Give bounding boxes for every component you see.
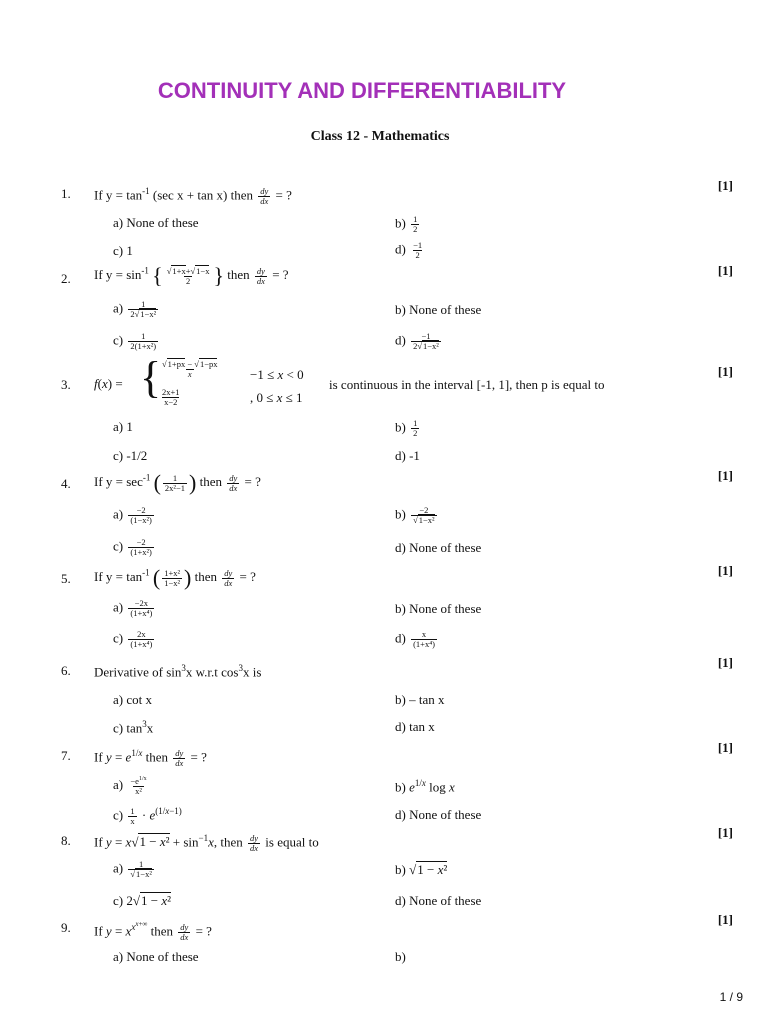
option-c: c) $\frac{1}{x}$ · $e^{(1/x-1)}$ bbox=[113, 805, 182, 826]
option-b: b) – tan x bbox=[395, 692, 445, 707]
option-b: b) $e^{1/x}$ log x bbox=[395, 778, 455, 795]
option-c: c) $\frac{1}{\text{2(1+x²)}}$ bbox=[113, 331, 157, 351]
page-title: CONTINUITY AND DIFFERENTIABILITY bbox=[157, 78, 567, 103]
option-d: d) $\frac{-1}{2}$ bbox=[395, 240, 423, 260]
option-a: a) $\frac{1}{\text{√1−x²}}$ bbox=[113, 859, 152, 879]
option-a: a) $\frac{1}{\text{2√1−x²}}$ bbox=[113, 299, 157, 319]
page-indicator: 1 / 9 bbox=[719, 990, 743, 1004]
marks-label: [1] bbox=[717, 563, 733, 578]
option-d: d) None of these bbox=[395, 540, 482, 555]
question-number: 9. bbox=[61, 920, 71, 935]
marks-label: [1] bbox=[717, 468, 733, 483]
question-number: 2. bbox=[61, 271, 71, 286]
option-b: b) $\frac{1}{2}$ bbox=[395, 214, 418, 234]
marks-label: [1] bbox=[717, 825, 733, 840]
question-stem: If $y = \tan^{-1}$ ( $\frac{\text{1+x²}}{\text{1−x²}}$ ) then $\frac{dy}{dx}$ = ? bbox=[94, 565, 256, 590]
option-b: b) None of these bbox=[395, 601, 482, 616]
question-stem: If $y = \sin^{-1}$ { $\frac{√1+x+√1-x}{2}$ } then $\frac{dy}{dx}$ = ? bbox=[94, 263, 289, 288]
option-c: c) -1/2 bbox=[113, 448, 148, 463]
marks-label: [1] bbox=[717, 740, 733, 755]
question-number: 5. bbox=[61, 571, 71, 586]
option-c: c) $\frac{-2}{\text{(1+x²)}}$ bbox=[113, 537, 152, 557]
page-subtitle: Class 12 - Mathematics bbox=[310, 129, 450, 144]
question-number: 1. bbox=[61, 186, 71, 201]
question-stem: Derivative of $\sin^3x$ w.r.t $\cos^3x$ is bbox=[94, 663, 262, 680]
option-d: d) $\frac{-1}{\text{2√1−x²}}$ bbox=[395, 331, 439, 351]
option-d: d) $\frac{x}{\text{(1+x⁴)}}$ bbox=[395, 629, 436, 649]
option-c: c) 2√1 − x² bbox=[113, 893, 172, 908]
marks-label: [1] bbox=[717, 263, 733, 278]
option-a: a) None of these bbox=[113, 949, 199, 964]
option-d: d) -1 bbox=[395, 448, 420, 463]
question-stem: If $y = x^{x^{x+\infty}}$ then $\frac{dy}{dx}$ = ? bbox=[94, 920, 212, 942]
option-b: b) None of these bbox=[395, 302, 482, 317]
question-number: 7. bbox=[61, 748, 71, 763]
question-number: 8. bbox=[61, 833, 71, 848]
option-d: d) tan x bbox=[395, 719, 435, 734]
question-number: 3. bbox=[61, 377, 71, 392]
brace: { bbox=[140, 353, 162, 402]
option-b: b) bbox=[395, 949, 406, 964]
option-c: c) $\frac{2x}{\text{(1+x⁴)}}$ bbox=[113, 629, 153, 649]
question-stem: If $y = \tan^{-1} (\sec$ x + tan x) then $\frac{dy}{dx}$ = ? bbox=[94, 185, 292, 206]
marks-label: [1] bbox=[717, 364, 733, 379]
option-b: b) $\frac{1}{2}$ bbox=[395, 418, 418, 438]
option-a: a) $\frac{-2}{\text{(1−x²)}}$ bbox=[113, 505, 152, 525]
piecewise-function: f(x) = bbox=[94, 376, 123, 391]
option-c: c) $\tan^3x$ bbox=[113, 719, 154, 736]
question-number: 6. bbox=[61, 663, 71, 678]
option-a: a) None of these bbox=[113, 215, 199, 230]
question-stem: If $y = x√1 - x^2 + \sin^{-1}x$, then $\frac{dy}{dx}$ is equal to bbox=[94, 832, 319, 853]
marks-label: [1] bbox=[717, 655, 733, 670]
option-d: d) None of these bbox=[395, 893, 482, 908]
option-a: a) $\frac{-e^{1/x}}{\text{x²}}$ bbox=[113, 775, 147, 796]
option-b: b) $\frac{-2}{\text{√1−x²}}$ bbox=[395, 505, 435, 525]
option-c: c) 1 bbox=[113, 243, 133, 258]
option-b: b) √1 − x² bbox=[395, 862, 448, 877]
option-d: d) None of these bbox=[395, 807, 482, 822]
option-a: a) $\frac{-2x}{\text{(1+x⁴)}}$ bbox=[113, 598, 153, 618]
question-number: 4. bbox=[61, 476, 71, 491]
marks-label: [1] bbox=[717, 178, 733, 193]
question-stem: If $y = e^{1/x}$ then $\frac{dy}{dx}$ = ? bbox=[94, 747, 207, 768]
marks-label: [1] bbox=[717, 912, 733, 927]
question-stem: If $y = \sec^{-1}$ ( $\frac{1}{\text{2x²−1}}$ ) then $\frac{dy}{dx}$ = ? bbox=[94, 470, 261, 495]
option-a: a) cot x bbox=[113, 692, 152, 707]
option-a: a) 1 bbox=[113, 419, 133, 434]
question-stem: is continuous in the interval [-1, 1], then p is equal to bbox=[329, 377, 605, 392]
